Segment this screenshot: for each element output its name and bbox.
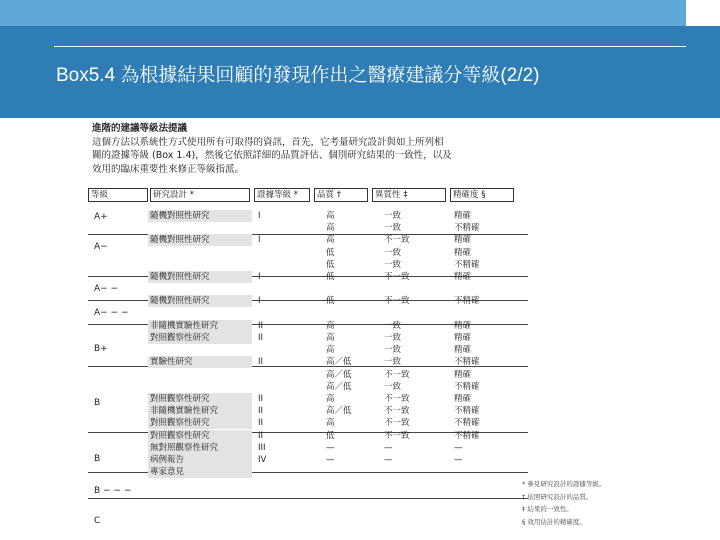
cell-quality: 低 bbox=[326, 247, 335, 258]
cell-heterogeneity: 一致 bbox=[384, 259, 402, 270]
cell-design: 對照觀察性研究 bbox=[150, 394, 210, 404]
cell-precision: 精確 bbox=[454, 272, 472, 282]
cell-design: 無對照觀察性研究 bbox=[150, 442, 219, 453]
cell-quality: 低 bbox=[326, 296, 335, 307]
cell-quality: 高 bbox=[326, 418, 335, 429]
grade-label: A+ bbox=[94, 212, 108, 222]
cell-precision: 不精確 bbox=[454, 406, 480, 417]
cell-design: 專家意見 bbox=[150, 467, 185, 478]
cell-heterogeneity: 一致 bbox=[384, 357, 402, 368]
cell-quality: 高 bbox=[326, 394, 335, 404]
cell-design: 隨機對照性研究 bbox=[150, 211, 210, 221]
cell-design: 對照觀察性研究 bbox=[150, 430, 210, 441]
intro-line: 效用的臨床重要性來修正等級指派。 bbox=[92, 163, 245, 175]
cell-precision: 不精確 bbox=[454, 357, 480, 368]
footnote-line: † 依照研究設計的品質。 bbox=[522, 492, 593, 501]
cell-quality: 高 bbox=[326, 211, 335, 221]
cell-quality: 高 bbox=[326, 345, 335, 356]
intro-line: 這個方法以系統性方式使用所有可取得的資訊，首先，它考量研究設計與如上所列相 bbox=[92, 136, 444, 148]
cell-heterogeneity: 一致 bbox=[384, 223, 402, 234]
intro-line: 進階的建議等級法提議 bbox=[92, 123, 188, 134]
cell-evidence-level: III bbox=[258, 442, 266, 453]
cell-evidence-level: II bbox=[258, 320, 264, 331]
cell-precision: 不精確 bbox=[454, 296, 480, 307]
cell-heterogeneity: 一致 bbox=[384, 381, 402, 392]
title-bar-accent bbox=[0, 0, 686, 26]
cell-precision: — bbox=[454, 442, 463, 453]
cell-evidence-level: II bbox=[258, 333, 264, 343]
cell-design: 非隨機實驗性研究 bbox=[150, 406, 219, 417]
title-divider bbox=[54, 46, 686, 47]
header-design: 研究設計 * bbox=[150, 188, 250, 202]
row-divider bbox=[88, 498, 528, 499]
cell-precision: 不精確 bbox=[454, 223, 480, 234]
cell-heterogeneity: 一致 bbox=[384, 247, 402, 258]
cell-evidence-level: I bbox=[258, 272, 261, 282]
cell-heterogeneity: 不一致 bbox=[384, 272, 410, 282]
cell-quality: 高 bbox=[326, 235, 335, 246]
footnote-line: ‡ 結果的一致性。 bbox=[522, 505, 573, 513]
scanned-document bbox=[88, 122, 528, 540]
cell-evidence-level: I bbox=[258, 235, 261, 246]
cell-precision: 不精確 bbox=[454, 418, 480, 429]
cell-quality: 高 bbox=[326, 223, 335, 234]
title-bar-gap bbox=[686, 0, 720, 26]
cell-heterogeneity: — bbox=[384, 442, 393, 453]
cell-quality: 低 bbox=[326, 259, 335, 270]
cell-evidence-level: I bbox=[258, 296, 261, 307]
cell-heterogeneity: 不一致 bbox=[384, 406, 410, 417]
grade-label: A− bbox=[94, 242, 108, 252]
cell-design: 對照觀察性研究 bbox=[150, 333, 210, 343]
cell-evidence-level: II bbox=[258, 406, 264, 417]
cell-precision: 精確 bbox=[454, 345, 472, 356]
cell-heterogeneity: 一致 bbox=[384, 320, 402, 331]
cell-quality: — bbox=[326, 442, 335, 453]
cell-precision: 不精確 bbox=[454, 381, 480, 392]
cell-heterogeneity: 不一致 bbox=[384, 394, 410, 404]
header-precision: 精確度 § bbox=[450, 188, 514, 202]
cell-design: 實驗性研究 bbox=[150, 357, 193, 368]
cell-precision: 精確 bbox=[454, 247, 472, 258]
cell-design: 隨機對照性研究 bbox=[150, 296, 210, 307]
cell-precision: 精確 bbox=[454, 333, 472, 343]
cell-precision: — bbox=[454, 455, 463, 465]
cell-heterogeneity: 不一致 bbox=[384, 235, 410, 246]
cell-precision: 精確 bbox=[454, 394, 472, 404]
cell-heterogeneity: 一致 bbox=[384, 333, 402, 343]
cell-quality: 高／低 bbox=[326, 369, 352, 380]
cell-quality: 高 bbox=[326, 320, 335, 331]
header-grade: 等級 bbox=[88, 188, 148, 202]
cell-design: 非隨機實驗性研究 bbox=[150, 320, 219, 331]
header-quality: 品質 † bbox=[314, 188, 368, 202]
cell-heterogeneity: 一致 bbox=[384, 345, 402, 356]
cell-quality: 低 bbox=[326, 272, 335, 282]
cell-heterogeneity: 不一致 bbox=[384, 430, 410, 441]
grade-label: A− − − bbox=[94, 308, 129, 318]
cell-precision: 精確 bbox=[454, 369, 472, 380]
cell-precision: 不精確 bbox=[454, 430, 480, 441]
cell-evidence-level: IV bbox=[258, 455, 267, 465]
cell-quality: 高／低 bbox=[326, 357, 352, 368]
cell-heterogeneity: 不一致 bbox=[384, 418, 410, 429]
cell-quality: 低 bbox=[326, 430, 335, 441]
intro-line: 關的證據等級 (Box 1.4)，然後它依照詳細的品質評估、個別研究結果的一致性，以及 bbox=[92, 150, 452, 161]
footnote bbox=[522, 478, 718, 528]
cell-evidence-level: II bbox=[258, 418, 264, 429]
slide-title: Box5.4 為根據結果回顧的發現作出之醫療建議分等級(2/2) bbox=[56, 65, 540, 86]
grade-label: C bbox=[94, 516, 101, 526]
cell-precision: 不精確 bbox=[454, 259, 480, 270]
cell-quality: 高／低 bbox=[326, 381, 352, 392]
grade-label: B − − − bbox=[94, 486, 132, 496]
cell-quality: 高 bbox=[326, 333, 335, 343]
cell-heterogeneity: 一致 bbox=[384, 211, 402, 221]
cell-evidence-level: II bbox=[258, 357, 264, 368]
grade-label: B bbox=[94, 454, 101, 464]
cell-precision: 精確 bbox=[454, 235, 472, 246]
cell-heterogeneity: — bbox=[384, 455, 393, 465]
cell-design: 隨機對照性研究 bbox=[150, 272, 210, 282]
header-evidence-level: 證據等級 * bbox=[254, 188, 310, 202]
intro-text bbox=[92, 122, 522, 176]
cell-quality: 高／低 bbox=[326, 406, 352, 417]
cell-precision: 精確 bbox=[454, 211, 472, 221]
grade-label: A− − bbox=[94, 284, 119, 294]
cell-evidence-level: II bbox=[258, 430, 264, 441]
cell-evidence-level: I bbox=[258, 211, 261, 221]
cell-design: 隨機對照性研究 bbox=[150, 235, 210, 246]
cell-quality: — bbox=[326, 455, 335, 465]
cell-heterogeneity: 不一致 bbox=[384, 369, 410, 380]
grade-label: B+ bbox=[94, 344, 108, 354]
header-heterogeneity: 異質性 ‡ bbox=[372, 188, 446, 202]
cell-heterogeneity: 不一致 bbox=[384, 296, 410, 307]
cell-precision: 精確 bbox=[454, 320, 472, 331]
footnote-line: § 效用估計的精確度。 bbox=[522, 517, 586, 526]
cell-evidence-level: II bbox=[258, 394, 264, 404]
grade-label: B bbox=[94, 398, 101, 408]
cell-design: 病例報告 bbox=[150, 455, 185, 465]
footnote-line: * 參見研究設計的證據等級。 bbox=[522, 480, 606, 488]
cell-design: 對照觀察性研究 bbox=[150, 418, 210, 429]
